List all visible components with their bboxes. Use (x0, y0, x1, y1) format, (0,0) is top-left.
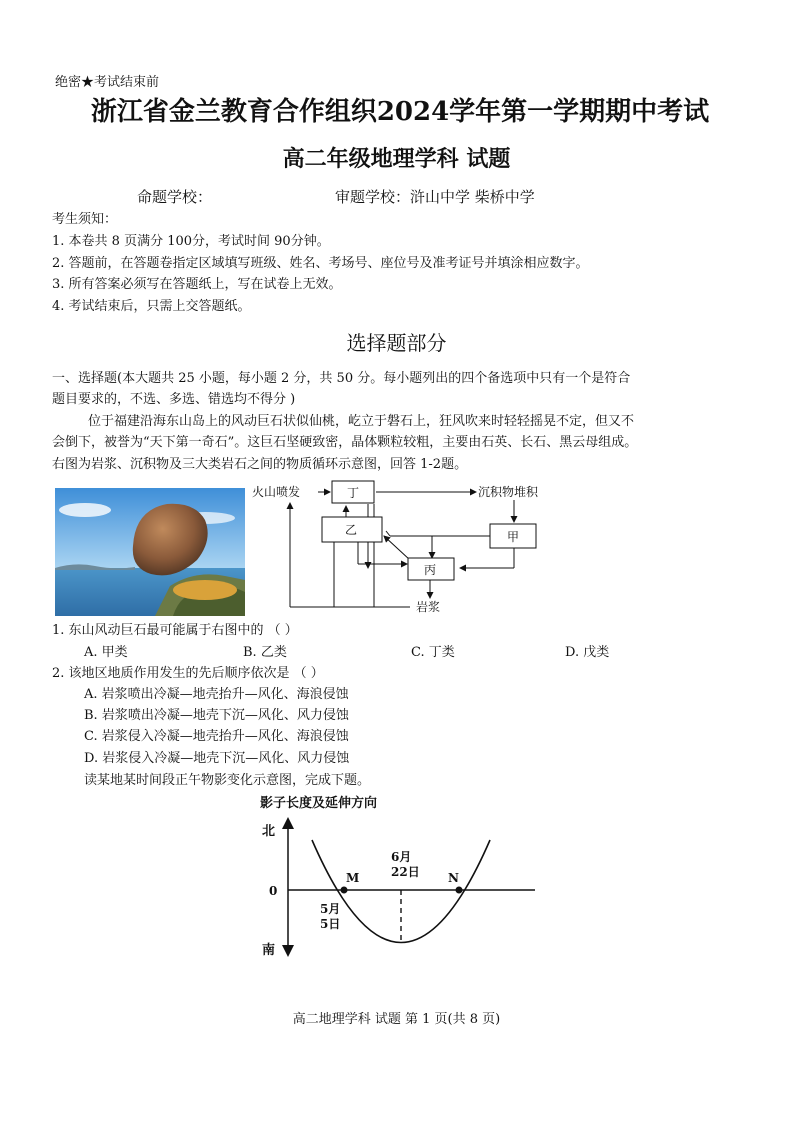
rock-cycle-diagram (250, 476, 560, 616)
option: B. 岩浆喷出冷凝—地壳下沉—风化、风力侵蚀 (84, 708, 349, 723)
option: D. 戊类 (565, 645, 610, 660)
option: D. 岩浆侵入冷凝—地壳下沉—风化、风力侵蚀 (84, 751, 350, 766)
option: C. 丁类 (411, 645, 455, 660)
notice-item: 1. 本卷共 8 页满分 100分，考试时间 90分钟。 (52, 234, 330, 249)
notice-heading: 考生须知： (52, 212, 118, 227)
label-m: M (346, 871, 360, 885)
exam-title: 浙江省金兰教育合作组织2024学年第一学期期中考试 (90, 97, 710, 127)
shadow-graph (250, 795, 550, 965)
composer-school: 命题学校： (137, 188, 213, 206)
confidential-label: 绝密★考试结束前 (55, 75, 160, 90)
box-jia: 甲 (507, 530, 520, 544)
passage-line: 会倒下，被誉为“天下第一奇石”。这巨石坚硬致密，晶体颗粒较粗，主要由石英、长石、黑云母组成。 (52, 435, 638, 450)
label-magma: 岩浆 (416, 600, 441, 614)
label-june-day: 22日 (391, 865, 420, 879)
box-bing: 丙 (424, 563, 437, 577)
reviewer-school: 审题学校：浒山中学 柴桥中学 (335, 188, 535, 206)
label-may-month: 5月 (320, 902, 341, 916)
label-sediment: 沉积物堆积 (478, 485, 539, 499)
label-south: 南 (262, 943, 276, 958)
label-june-month: 6月 (391, 850, 412, 864)
question-stem: 1. 东山风动巨石最可能属于右图中的 （ ） (52, 623, 298, 638)
notice-item: 3. 所有答案必须写在答题纸上，写在试卷上无效。 (52, 277, 342, 292)
page-footer: 高二地理学科 试题 第 1 页(共 8 页) (292, 1012, 501, 1027)
notice-item: 4. 考试结束后，只需上交答题纸。 (52, 299, 251, 314)
box-ding: 丁 (347, 486, 360, 500)
graph-title: 影子长度及延伸方向 (260, 796, 378, 811)
label-zero: 0 (269, 884, 278, 898)
notice-item: 2. 答题前，在答题卷指定区域填写班级、姓名、考场号、座位号及准考证号并填涂相应数字。 (52, 256, 589, 271)
passage-line: 右图为岩浆、沉积物及三大类岩石之间的物质循环示意图，回答 1-2题。 (52, 457, 468, 472)
instructions-line: 题目要求的，不选、多选、错选均不得分 ) (52, 392, 296, 407)
section-title: 选择题部分 (346, 331, 447, 355)
balancing-rock-photo (55, 488, 245, 616)
instructions-line: 一、选择题(本大题共 25 小题，每小题 2 分，共 50 分。每小题列出的四个备选项中只有一个是符合 (52, 371, 631, 386)
label-may-day: 5日 (320, 917, 341, 931)
label-volcano: 火山喷发 (252, 485, 301, 499)
label-north: 北 (262, 824, 276, 839)
box-yi: 乙 (345, 523, 358, 537)
option: C. 岩浆侵入冷凝—地壳抬升—风化、海浪侵蚀 (84, 729, 349, 744)
option: A. 岩浆喷出冷凝—地壳抬升—风化、海浪侵蚀 (84, 687, 349, 702)
option: B. 乙类 (243, 645, 287, 660)
label-n: N (448, 871, 459, 885)
option: A. 甲类 (84, 645, 128, 660)
question-stem: 2. 该地区地质作用发生的先后顺序依次是 （ ） (52, 666, 324, 681)
passage-line: 位于福建沿海东山岛上的风动巨石状似仙桃，屹立于磐石上，狂风吹来时轻轻摇晃不定，但又不 (88, 414, 635, 429)
exam-subtitle: 高二年级地理学科 试题 (282, 146, 511, 172)
question-intro: 读某地某时间段正午物影变化示意图，完成下题。 (84, 773, 371, 788)
